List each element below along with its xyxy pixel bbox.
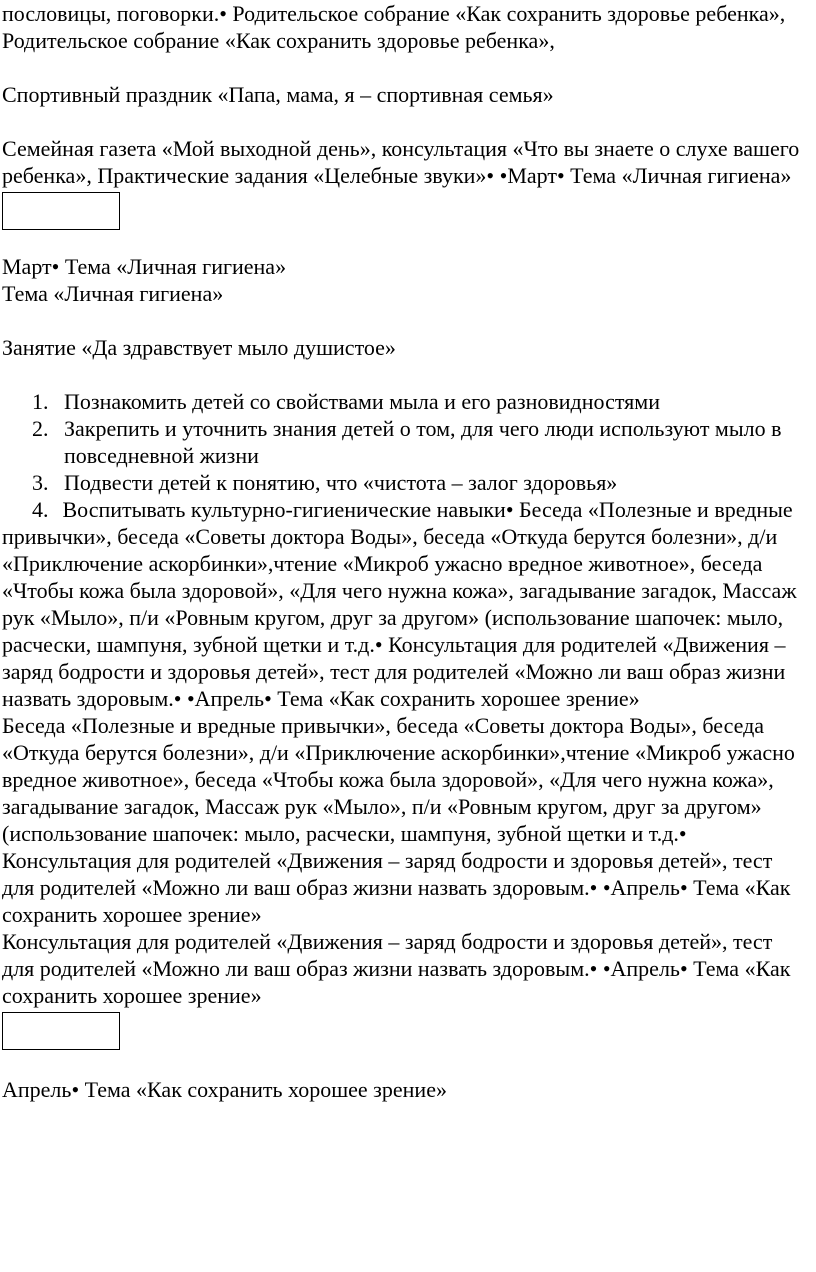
paragraph-consultation: Консультация для родителей «Движения – заряд бодрости и здоровья детей», тест для родителей «Можно ли ваш образ жизни назвать здоровым.• •Апрель• Тема «Как сохранить хорошее зрение» [2,929,791,1008]
spacer [2,361,816,388]
list-item-text: Подвести детей к понятию, что «чистота – залог здоровья» [64,470,618,495]
paragraph-topic-hygiene: Тема «Личная гигиена» [2,281,224,306]
spacer [2,54,816,81]
spacer [2,307,816,334]
paragraph-conversations: Беседа «Полезные и вредные привычки», беседа «Советы доктора Воды», беседа «Откуда берутся болезни», д/и «Приключение аскорбинки»,чтение «Микроб ужасно вредное животное», беседа «Чтобы кожа была здоровой», «Для чего нужна кожа», загадывание загадок, Массаж рук «Мыло», п/и «Ровным кругом, друг за другом» (использование шапочек: мыло, расчески, шампуня, зубной щетки и т.д.• Консультация для родителей «Движения – заряд бодрости и здоровья детей», тест для родителей «Можно ли ваш образ жизни назвать здоровым.• •Апрель• Тема «Как сохранить хорошее зрение» [2,713,795,927]
list-item-4-paragraph [2,496,806,712]
list-item-number: 4. [32,497,49,522]
paragraph-march-topic: Март• Тема «Личная гигиена» [2,254,287,279]
paragraph-lesson-soap: Занятие «Да здравствует мыло душистое» [2,335,396,360]
list-item-number: 3. [32,470,49,495]
goals-list [2,388,816,496]
list-item-text: Воспитывать культурно-гигиенические навыки• Беседа «Полезные и вредные привычки», беседа «Советы доктора Воды», беседа «Откуда берутся болезни», д/и «Приключение аскорбинки»,чтение «Микроб ужасно вредное животное», беседа «Чтобы кожа была здоровой», «Для чего нужна кожа», загадывание загадок, Массаж рук «Мыло», п/и «Ровным кругом, друг за другом» (использование шапочек: мыло, расчески, шампуня, зубной щетки и т.д.• Консультация для родителей «Движения – заряд бодрости и здоровья детей», тест для родителей «Можно ли ваш образ жизни назвать здоровым.• •Апрель• Тема «Как сохранить хорошее зрение» [2,497,797,711]
paragraph-april-topic: Апрель• Тема «Как сохранить хорошее зрение» [2,1077,447,1102]
spacer [2,108,816,135]
spacer [2,1050,816,1076]
list-item-number: 1. [32,389,49,414]
paragraph-family-newspaper: Семейная газета «Мой выходной день», консультация «Что вы знаете о слухе вашего ребенка», Практические задания «Целебные звуки»• •Март• Тема «Личная гигиена» [2,136,800,188]
list-item-text: Закрепить и уточнить знания детей о том, для чего люди используют мыло в повседневной жизни [64,416,782,468]
paragraph-sports-holiday: Спортивный праздник «Папа, мама, я – спортивная семья» [2,82,554,107]
empty-frame-box [2,192,120,230]
list-item-number: 2. [32,416,49,441]
paragraph-parent-meeting: Родительское собрание «Как сохранить здоровье ребенка», [2,28,555,53]
spacer [2,230,816,253]
list-item [2,469,802,496]
empty-frame-box [2,1012,120,1050]
list-item [2,388,802,415]
list-item [2,415,802,469]
list-item-text: Познакомить детей со свойствами мыла и его разновидностями [64,389,660,414]
paragraph-proverbs: пословицы, поговорки.• Родительское собрание «Как сохранить здоровье ребенка», [2,1,786,26]
